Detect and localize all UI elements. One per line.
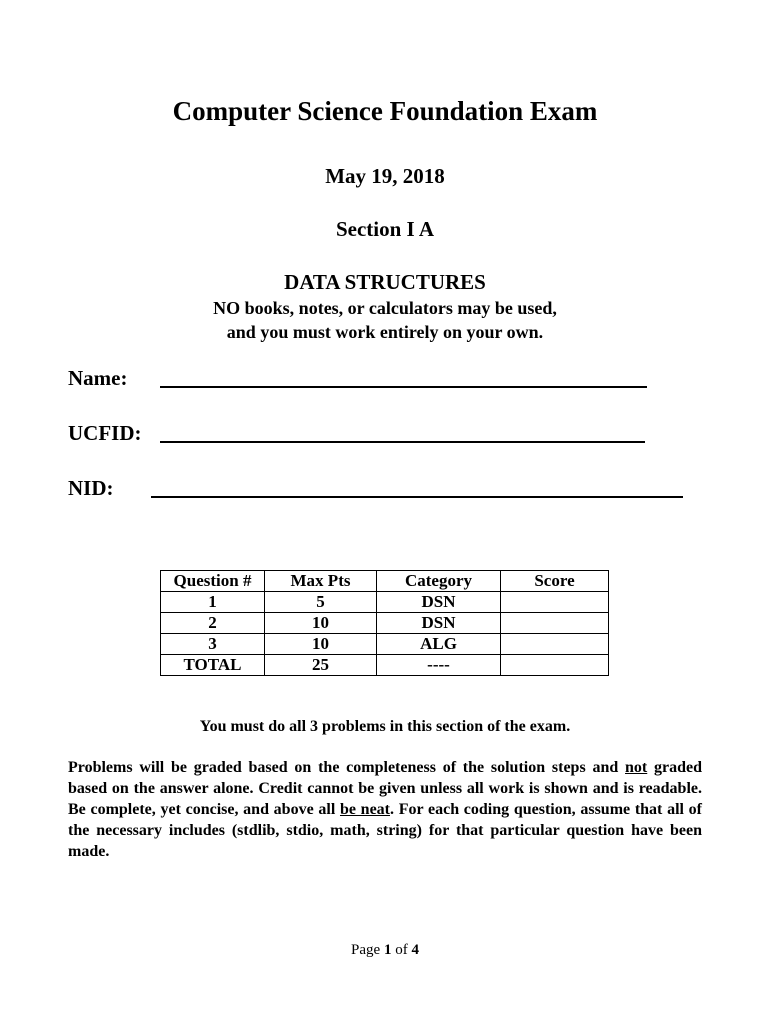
max-pts-cell: 10	[265, 613, 377, 634]
category-cell: ALG	[377, 634, 501, 655]
score-cell[interactable]	[501, 592, 609, 613]
score-cell[interactable]	[501, 655, 609, 676]
score-cell[interactable]	[501, 613, 609, 634]
header-category: Category	[377, 571, 501, 592]
question-cell: 2	[161, 613, 265, 634]
grading-text-3: . For each coding question, assume that all of the necessary includes (stdlib, stdio, math, string) for that particular question have been made.	[68, 801, 702, 860]
exam-date: May 19, 2018	[325, 164, 445, 188]
question-cell: 1	[161, 592, 265, 613]
exam-section: Section I A	[335, 217, 434, 241]
ucfid-line[interactable]	[160, 441, 645, 443]
table-row	[161, 634, 609, 655]
exam-subject: DATA STRUCTURES	[284, 270, 486, 294]
name-field[interactable]	[68, 366, 668, 396]
header-question: Question #	[161, 571, 265, 592]
name-label: Name:	[68, 366, 128, 390]
question-cell: TOTAL	[161, 655, 265, 676]
rule-line-1: NO books, notes, or calculators may be used,	[213, 298, 557, 318]
category-cell: DSN	[377, 613, 501, 634]
instructions-lead: You must do all 3 problems in this section of the exam.	[199, 718, 571, 735]
score-table-header-row	[161, 571, 609, 592]
nid-label: NID:	[68, 476, 114, 500]
max-pts-cell: 5	[265, 592, 377, 613]
header-score: Score	[501, 571, 609, 592]
header-max-pts: Max Pts	[265, 571, 377, 592]
score-table	[160, 570, 609, 676]
of-word: of	[395, 942, 408, 958]
page-footer	[0, 942, 770, 959]
table-row	[161, 613, 609, 634]
ucfid-field[interactable]	[68, 421, 668, 451]
page-total: 4	[411, 942, 419, 958]
grading-text-1: Problems will be graded based on the completeness of the solution steps and	[68, 759, 626, 776]
exam-title: Computer Science Foundation Exam	[172, 96, 598, 126]
page-word: Page	[351, 942, 381, 958]
category-cell: ----	[377, 655, 501, 676]
grading-paragraph	[68, 757, 702, 862]
page-number: 1	[383, 942, 392, 958]
ucfid-label: UCFID:	[68, 421, 142, 445]
score-cell[interactable]	[501, 634, 609, 655]
nid-line[interactable]	[151, 496, 683, 498]
grading-not: not	[625, 759, 648, 776]
max-pts-cell: 10	[265, 634, 377, 655]
exam-rules	[0, 296, 770, 344]
category-cell: DSN	[377, 592, 501, 613]
nid-field[interactable]	[68, 476, 688, 506]
rule-line-2: and you must work entirely on your own.	[226, 322, 544, 342]
name-line[interactable]	[160, 386, 647, 388]
max-pts-cell: 25	[265, 655, 377, 676]
table-row	[161, 592, 609, 613]
grading-be-neat: be neat	[339, 801, 391, 818]
grading-text-2: graded based on the answer alone. Credit cannot be given unless all work is shown and is readable. Be complete, yet concise, and above all	[68, 759, 703, 818]
question-cell: 3	[161, 634, 265, 655]
table-row-total	[161, 655, 609, 676]
